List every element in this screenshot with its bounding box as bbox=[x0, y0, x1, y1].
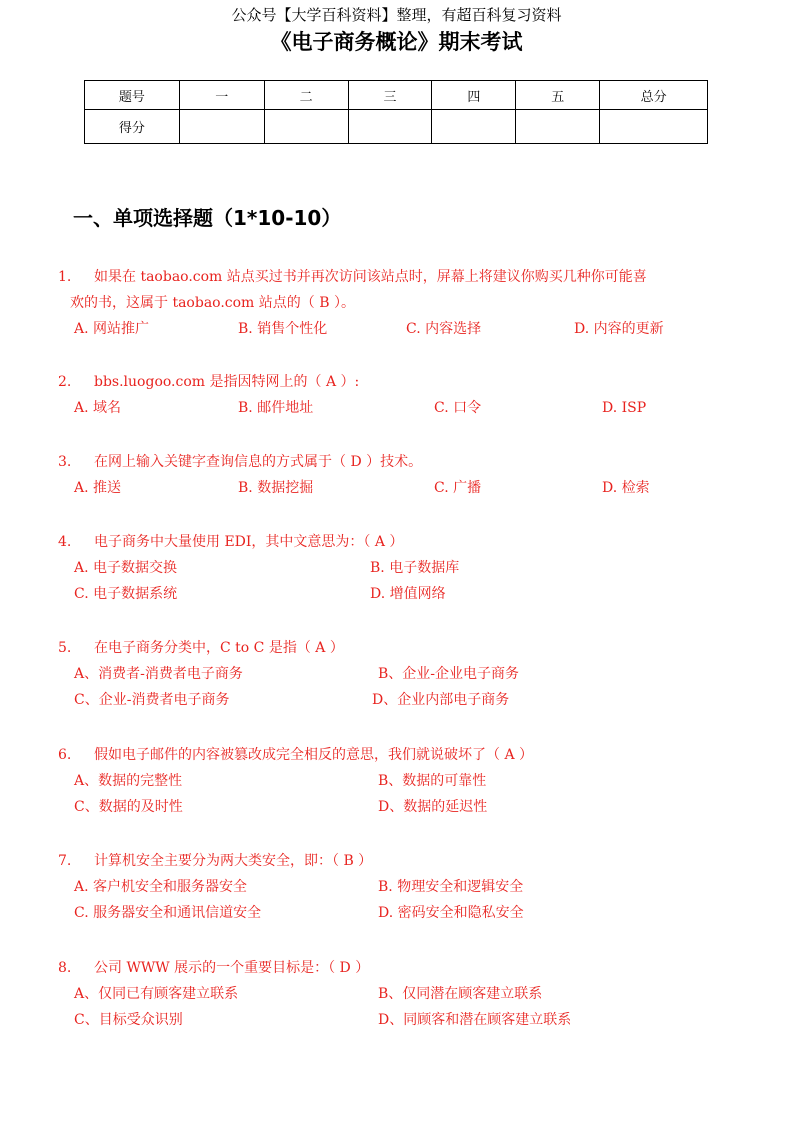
score-cell: 题号 bbox=[85, 81, 180, 110]
option-a: A、仅同已有顾客建立联系 bbox=[74, 986, 239, 1002]
option-a: A、消费者-消费者电子商务 bbox=[74, 666, 243, 682]
option-a: A. 推送 bbox=[74, 480, 122, 496]
score-table-score-row bbox=[85, 110, 708, 144]
option-b: B. 物理安全和逻辑安全 bbox=[378, 879, 524, 895]
question-3 bbox=[58, 449, 738, 501]
question-stem: 计算机安全主要分为两大类安全，即：（ B ） bbox=[94, 853, 373, 869]
option-a: A、数据的完整性 bbox=[74, 773, 183, 789]
score-cell: 一 bbox=[179, 81, 264, 110]
section-heading: 一、单项选择题（1*10-10） bbox=[73, 206, 342, 230]
option-b: B. 邮件地址 bbox=[238, 400, 314, 416]
option-b: B、仅同潜在顾客建立联系 bbox=[378, 986, 543, 1002]
question-5 bbox=[58, 635, 738, 713]
score-cell: 四 bbox=[432, 81, 516, 110]
question-stem: bbs.luogoo.com 是指因特网上的（ A ）: bbox=[94, 374, 360, 390]
question-number: 3. bbox=[58, 454, 72, 470]
score-cell: 三 bbox=[348, 81, 432, 110]
option-c: C. 广播 bbox=[434, 480, 482, 496]
question-stem: 在网上输入关键字查询信息的方式属于（ D ）技术。 bbox=[94, 454, 423, 470]
question-number: 5. bbox=[58, 640, 72, 656]
score-cell bbox=[600, 110, 708, 144]
option-c: C. 服务器安全和通讯信道安全 bbox=[74, 905, 262, 921]
option-a: A. 客户机安全和服务器安全 bbox=[74, 879, 248, 895]
question-4 bbox=[58, 529, 738, 607]
option-d: D. ISP bbox=[602, 400, 647, 416]
question-1 bbox=[58, 264, 738, 342]
score-cell bbox=[264, 110, 348, 144]
header-note: 公众号【大学百科资料】整理，有超百科复习资料 bbox=[231, 6, 562, 24]
question-stem: 假如电子邮件的内容被篡改成完全相反的意思，我们就说破坏了（ A ） bbox=[94, 747, 534, 763]
score-cell bbox=[432, 110, 516, 144]
option-d: D、同顾客和潜在顾客建立联系 bbox=[378, 1012, 572, 1028]
option-a: A. 网站推广 bbox=[74, 321, 150, 337]
option-c: C. 电子数据系统 bbox=[74, 586, 178, 602]
question-7 bbox=[58, 848, 738, 926]
option-b: B. 电子数据库 bbox=[370, 560, 460, 576]
question-stem: 电子商务中大量使用 EDI，其中文意思为：（ A ） bbox=[94, 534, 404, 550]
score-cell bbox=[348, 110, 432, 144]
option-d: D. 检索 bbox=[602, 480, 650, 496]
score-cell bbox=[179, 110, 264, 144]
option-c: C、数据的及时性 bbox=[74, 799, 183, 815]
option-c: C. 口令 bbox=[434, 400, 482, 416]
question-number: 1. bbox=[58, 269, 72, 285]
question-stem: 在电子商务分类中，C to C 是指（ A ） bbox=[94, 640, 344, 656]
question-number: 4. bbox=[58, 534, 72, 550]
score-table bbox=[84, 80, 708, 144]
score-table-header-row bbox=[85, 81, 708, 110]
question-number: 8. bbox=[58, 960, 72, 976]
question-number: 6. bbox=[58, 747, 72, 763]
question-stem: 公司 WWW 展示的一个重要目标是：（ D ） bbox=[94, 960, 370, 976]
score-cell: 得分 bbox=[85, 110, 180, 144]
option-b: B、企业-企业电子商务 bbox=[378, 666, 520, 682]
exam-title: 《电子商务概论》期末考试 bbox=[270, 29, 523, 54]
option-b: B. 数据挖掘 bbox=[238, 480, 314, 496]
score-cell bbox=[516, 110, 600, 144]
score-cell: 五 bbox=[516, 81, 600, 110]
option-b: B、数据的可靠性 bbox=[378, 773, 487, 789]
question-number: 7. bbox=[58, 853, 72, 869]
option-c: C、企业-消费者电子商务 bbox=[74, 692, 230, 708]
option-a: A. 域名 bbox=[74, 400, 122, 416]
option-d: D. 内容的更新 bbox=[574, 321, 664, 337]
option-b: B. 销售个性化 bbox=[238, 321, 328, 337]
question-2 bbox=[58, 369, 738, 421]
option-c: C. 内容选择 bbox=[406, 321, 482, 337]
option-d: D、企业内部电子商务 bbox=[372, 692, 510, 708]
question-8 bbox=[58, 955, 738, 1033]
option-c: C、目标受众识别 bbox=[74, 1012, 183, 1028]
question-number: 2. bbox=[58, 374, 72, 390]
option-a: A. 电子数据交换 bbox=[74, 560, 178, 576]
question-stem-continued: 欢的书，这属于 taobao.com 站点的（ B ）。 bbox=[70, 295, 355, 311]
question-6 bbox=[58, 742, 738, 820]
option-d: D. 密码安全和隐私安全 bbox=[378, 905, 524, 921]
score-cell: 总分 bbox=[600, 81, 708, 110]
option-d: D. 增值网络 bbox=[370, 586, 446, 602]
score-cell: 二 bbox=[264, 81, 348, 110]
question-stem: 如果在 taobao.com 站点买过书并再次访问该站点时，屏幕上将建议你购买几种你可能喜 bbox=[94, 269, 647, 285]
option-d: D、数据的延迟性 bbox=[378, 799, 488, 815]
